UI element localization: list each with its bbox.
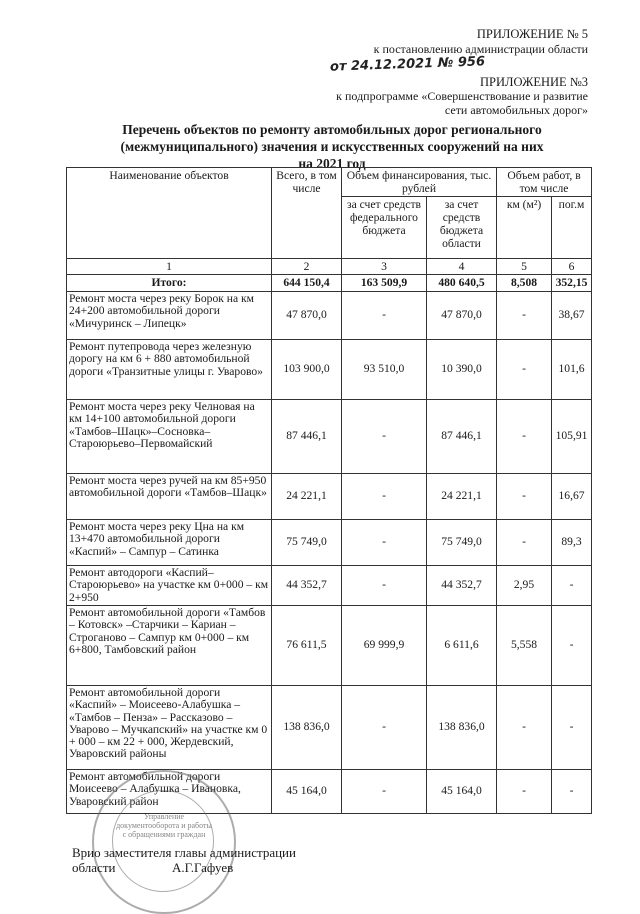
table-row [67, 566, 592, 606]
total-pm: 352,15 [552, 275, 592, 292]
table-row [67, 606, 592, 686]
object-regional: 10 390,0 [427, 340, 497, 400]
stamp-text: Управление документооборота и работы с обращениями граждан [116, 812, 212, 839]
object-federal: - [342, 520, 427, 566]
title-line-3: на 2021 год [298, 156, 366, 171]
object-name: Ремонт моста через реку Борок на км 24+200 автомобильной дороги «Мичуринск – Липецк» [67, 292, 272, 340]
total-label: Итого: [67, 275, 272, 292]
object-regional: 6 611,6 [427, 606, 497, 686]
object-name: Ремонт автодороги «Каспий–Староюрьево» на участке км 0+000 – км 2+950 [67, 566, 272, 606]
object-total: 24 221,1 [272, 474, 342, 520]
official-stamp [92, 770, 236, 914]
object-regional: 138 836,0 [427, 686, 497, 770]
signatory-position-line-1: Врио заместителя главы администрации [72, 845, 296, 860]
object-total: 76 611,5 [272, 606, 342, 686]
header-financing: Объем финансирования, тыс. рублей [342, 168, 497, 197]
column-numbers-row [67, 259, 592, 275]
object-km: 2,95 [497, 566, 552, 606]
object-name: Ремонт путепровода через железную дорогу на км 6 + 880 автомобильной дороги «Транзитные улицы г. Уварово» [67, 340, 272, 400]
object-km: - [497, 340, 552, 400]
object-km: - [497, 292, 552, 340]
object-federal: 93 510,0 [342, 340, 427, 400]
subprogram-line-2: сети автомобильных дорог» [444, 103, 588, 117]
header-regional: за счет средств бюджета области [427, 197, 497, 259]
object-pm: 16,67 [552, 474, 592, 520]
object-pm: - [552, 770, 592, 814]
object-federal: - [342, 400, 427, 474]
total-regional: 480 640,5 [427, 275, 497, 292]
object-total: 45 164,0 [272, 770, 342, 814]
table-row [67, 340, 592, 400]
object-pm: - [552, 686, 592, 770]
object-pm: 105,91 [552, 400, 592, 474]
object-km: - [497, 520, 552, 566]
object-name: Ремонт автомобильной дороги «Тамбов – Котовск» –Старчики – Кариан – Строганово – Сампур км 0+000 – км 6+800, Тамбовский район [67, 606, 272, 686]
table-row [67, 686, 592, 770]
object-regional: 24 221,1 [427, 474, 497, 520]
col-number: 3 [342, 259, 427, 275]
object-pm: 38,67 [552, 292, 592, 340]
col-number: 2 [272, 259, 342, 275]
header-total: Всего, в том числе [272, 168, 342, 259]
object-regional: 75 749,0 [427, 520, 497, 566]
object-federal: 69 999,9 [342, 606, 427, 686]
total-km: 8,508 [497, 275, 552, 292]
subprogram-line-1: к подпрограмме «Совершенствование и развитие [336, 89, 588, 103]
object-km: - [497, 400, 552, 474]
object-total: 103 900,0 [272, 340, 342, 400]
appendix-3-heading: ПРИЛОЖЕНИЕ №3 [479, 75, 588, 89]
total-federal: 163 509,9 [342, 275, 427, 292]
object-federal: - [342, 770, 427, 814]
col-number: 1 [67, 259, 272, 275]
col-number: 4 [427, 259, 497, 275]
appendix-5-heading: ПРИЛОЖЕНИЕ № 5 [476, 27, 588, 41]
object-total: 47 870,0 [272, 292, 342, 340]
table-row [67, 520, 592, 566]
signatory-position-line-2: области [72, 860, 116, 875]
header-name: Наименование объектов [67, 168, 272, 259]
object-regional: 47 870,0 [427, 292, 497, 340]
object-total: 44 352,7 [272, 566, 342, 606]
object-name: Ремонт моста через ручей на км 85+950 автомобильной дороги «Тамбов–Шацк» [67, 474, 272, 520]
object-total: 75 749,0 [272, 520, 342, 566]
object-km: - [497, 686, 552, 770]
objects-table [66, 167, 592, 814]
object-km: - [497, 474, 552, 520]
object-federal: - [342, 566, 427, 606]
total-sum: 644 150,4 [272, 275, 342, 292]
total-row [67, 275, 592, 292]
stamp-inner-ring [112, 790, 214, 892]
title-line-1: Перечень объектов по ремонту автомобильных дорог регионального [122, 122, 542, 137]
title-line-2: (межмуниципального) значения и искусственных сооружений на них [120, 139, 544, 154]
col-number: 5 [497, 259, 552, 275]
object-total: 138 836,0 [272, 686, 342, 770]
object-pm: 89,3 [552, 520, 592, 566]
object-regional: 44 352,7 [427, 566, 497, 606]
table-row [67, 474, 592, 520]
object-name: Ремонт автомобильной дороги «Каспий» – Моисеево-Алабушка – «Тамбов – Пенза» – Рассказово – Уварово – Мучкапский» на участке км 0 + 000 – км 22 + 000, Жердевский, Уваровский районы [67, 686, 272, 770]
header-federal: за счет средств федерального бюджета [342, 197, 427, 259]
object-regional: 87 446,1 [427, 400, 497, 474]
object-total: 87 446,1 [272, 400, 342, 474]
object-pm: - [552, 606, 592, 686]
object-federal: - [342, 686, 427, 770]
col-number: 6 [552, 259, 592, 275]
object-pm: - [552, 566, 592, 606]
object-km: 5,558 [497, 606, 552, 686]
object-regional: 45 164,0 [427, 770, 497, 814]
table-row [67, 400, 592, 474]
object-pm: 101,6 [552, 340, 592, 400]
header-km: км (м²) [497, 197, 552, 259]
object-km: - [497, 770, 552, 814]
handwritten-date-number: от 24.12.2021 № 956 [329, 54, 486, 75]
signatory-name: А.Г.Гафуев [172, 860, 234, 875]
header-pm: пог.м [552, 197, 592, 259]
resolution-reference: к постановлению администрации области [373, 42, 588, 56]
object-name: Ремонт моста через реку Цна на км 13+470 автомобильной дороги «Каспий» – Сампур – Сатинка [67, 520, 272, 566]
table-row [67, 292, 592, 340]
document-title [70, 121, 594, 172]
object-name: Ремонт моста через реку Челновая на км 14+100 автомобильной дороги «Тамбов–Шацк»–Сосновка–Староюрьево–Первомайский [67, 400, 272, 474]
header-volume: Объем работ, в том числе [497, 168, 592, 197]
object-name: Ремонт автомобильной дороги Моисеево – Алабушка – Ивановка, Уваровский район [67, 770, 272, 814]
object-federal: - [342, 474, 427, 520]
object-federal: - [342, 292, 427, 340]
